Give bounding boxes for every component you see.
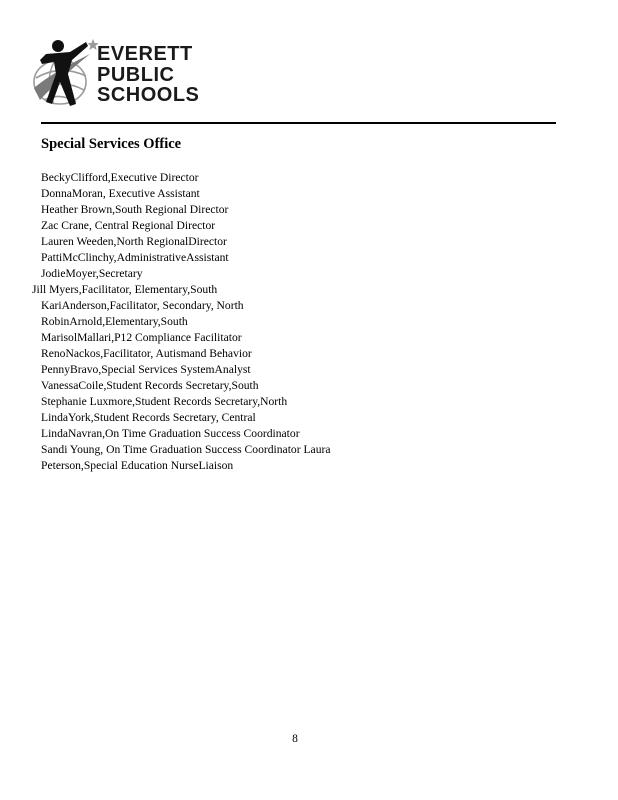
list-item: Jill Myers,Facilitator, Elementary,South bbox=[32, 283, 218, 296]
list-item: LindaNavran,On Time Graduation Success Coordinator bbox=[41, 427, 300, 440]
list-item: JodieMoyer,Secretary bbox=[41, 267, 143, 280]
list-item: Stephanie Luxmore,Student Records Secretary,North bbox=[41, 395, 288, 408]
list-item: Peterson,Special Education NurseLiaison bbox=[41, 459, 234, 472]
list-item: Heather Brown,South Regional Director bbox=[41, 203, 229, 216]
list-item: DonnaMoran, Executive Assistant bbox=[41, 187, 200, 200]
list-item: Sandi Young, On Time Graduation Success Coordinator Laura bbox=[41, 443, 331, 456]
list-item: RenoNackos,Facilitator, Autismand Behavior bbox=[41, 347, 252, 360]
list-item: BeckyClifford,Executive Director bbox=[41, 171, 199, 184]
list-item: PennyBravo,Special Services SystemAnalyst bbox=[41, 363, 251, 376]
list-item: Lauren Weeden,North RegionalDirector bbox=[41, 235, 227, 248]
list-item: PattiMcClinchy,AdministrativeAssistant bbox=[41, 251, 229, 264]
list-item: VanessaCoile,Student Records Secretary,South bbox=[41, 379, 259, 392]
page-title: Special Services Office bbox=[41, 136, 182, 152]
page-number: 8 bbox=[292, 733, 298, 745]
list-item: KariAnderson,Facilitator, Secondary, North bbox=[41, 299, 244, 312]
logo-line-1: EVERETT bbox=[97, 43, 193, 65]
logo-line-2: PUBLIC bbox=[97, 63, 175, 86]
list-item: Zac Crane, Central Regional Director bbox=[41, 219, 216, 232]
logo-wordmark bbox=[97, 44, 199, 106]
list-item: RobinArnold,Elementary,South bbox=[41, 315, 188, 328]
logo-figure-icon bbox=[30, 34, 100, 112]
header-divider bbox=[41, 122, 556, 124]
list-item: MarisolMallari,P12 Compliance Facilitator bbox=[41, 331, 242, 344]
district-logo bbox=[30, 34, 205, 112]
list-item: LindaYork,Student Records Secretary, Central bbox=[41, 411, 256, 424]
logo-line-3: SCHOOLS bbox=[97, 84, 200, 106]
